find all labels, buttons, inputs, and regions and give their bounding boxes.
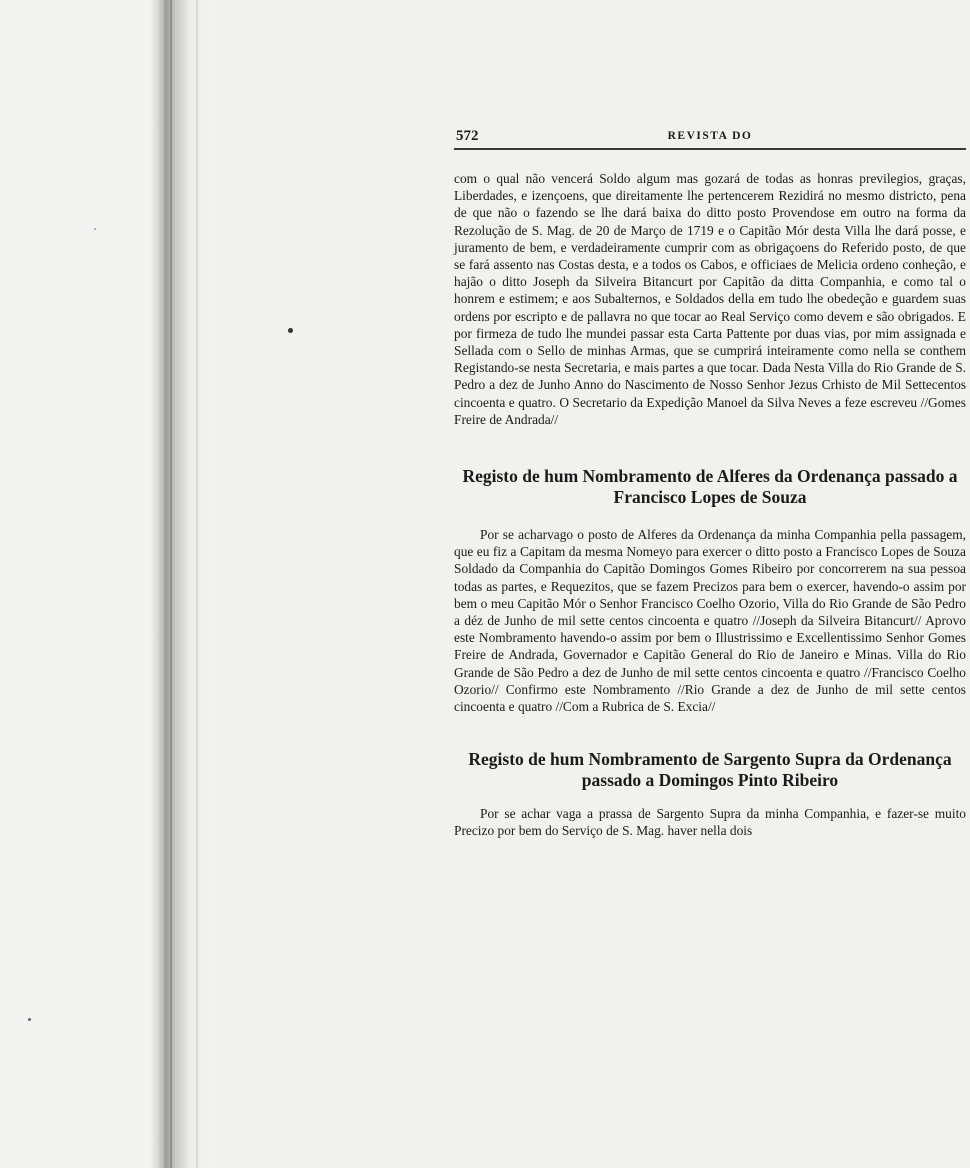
scan-speck [288, 328, 293, 333]
section-heading: Registo de hum Nombramento de Alferes da Ordenança passado a Francisco Lopes de Souza [462, 466, 958, 508]
document-page [454, 128, 966, 840]
page-number: 572 [456, 128, 479, 144]
gutter-streak [170, 0, 172, 1168]
running-head [454, 128, 966, 150]
body-paragraph: Por se achar vaga a prassa de Sargento Supra da minha Companhia, e fazer-se muito Precizo por bem do Serviço de S. Mag. haver nella dois [454, 806, 966, 839]
scan-speck [94, 228, 96, 230]
running-title: REVISTA DO [667, 130, 753, 142]
body-paragraph: com o qual não vencerá Soldo algum mas gozará de todas as honras previlegios, graças, Liberdades, e izençoens, que direitamente lhe pertencerem Rezidirá no mesmo districto, pena de que não o fazendo se lhe dará baixa do ditto posto Provendose em outro na forma da Rezolução de S. Mag. de 20 de Março de 1719 e o Capitão Mór desta Villa lhe dará posse, e juramento de bem, e verdadeiramente cumprir com as obrigaçoens do Referido posto, de que se fará assento nas Costas desta, e a todos os Cabos, e officiaes de Melicia ordeno conheção, e hajão o ditto Joseph da Silveira Bitancurt por Capitão da ditta Companhia, e como tal o honrem e estimem; e aos Subalternos, e Soldados della em tudo lhe obedeção e guardem suas ordens por escripto e de pallavra no que tocar ao Real Serviço como devem e são obrigados. E por firmeza de tudo lhe mundei passar esta Carta Pattente por duas vias, por mim assignada e Sellada com o Sello de minhas Armas, que se cumprirá inteiramente como nella se conthem Registando-se nesta Secretaria, e mais partes a que tocar. Dada Nesta Villa do Rio Grande de S. Pedro a dez de Junho Anno do Nascimento de Nosso Senhor Jezus Crhisto de Mil Settecentos cincoenta e quatro. O Secretario da Expedição Manoel da Silva Neves a feze escreveu //Gomes Freire de Andrada// [454, 171, 966, 427]
gutter-streak [196, 0, 198, 1168]
scanned-page-gutter [0, 0, 215, 1168]
body-paragraph: Por se acharvago o posto de Alferes da Ordenança da minha Companhia pella passagem, que eu fiz a Capitam da mesma Nomeyo para exercer o ditto posto a Francisco Lopes de Souza Soldado da Companhia do Capitão Domingos Gomes Ribeiro por concorrerem na sua pessoa todas as partes, e Requezitos, que se fazem Precizos para bem o exercer, havendo-o assim por bem o meu Capitão Mór o Senhor Francisco Coelho Ozorio, Villa do Rio Grande de São Pedro a déz de Junho de mil sette centos cincoenta e quatro //Joseph da Silveira Bitancurt// Aprovo este Nombramento havendo-o assim por bem o Illustrissimo e Excellentissimo Senhor Gomes Freire de Andrada, Governador e Capitão General do Rio de Janeiro e Minas. Villa do Rio Grande de São Pedro a dez de Junho de mil sette centos cincoenta e quatro //Francisco Coelho Ozorio// Confirmo este Nombramento //Rio Grande a dez de Junho de mil sette centos cincoenta e quatro //Com a Rubrica de S. Excia// [454, 527, 966, 715]
section-heading: Registo de hum Nombramento de Sargento Supra da Ordenança passado a Domingos Pinto Ribeiro [468, 749, 952, 791]
scan-speck [28, 1018, 31, 1021]
gutter-streak [160, 0, 163, 1168]
